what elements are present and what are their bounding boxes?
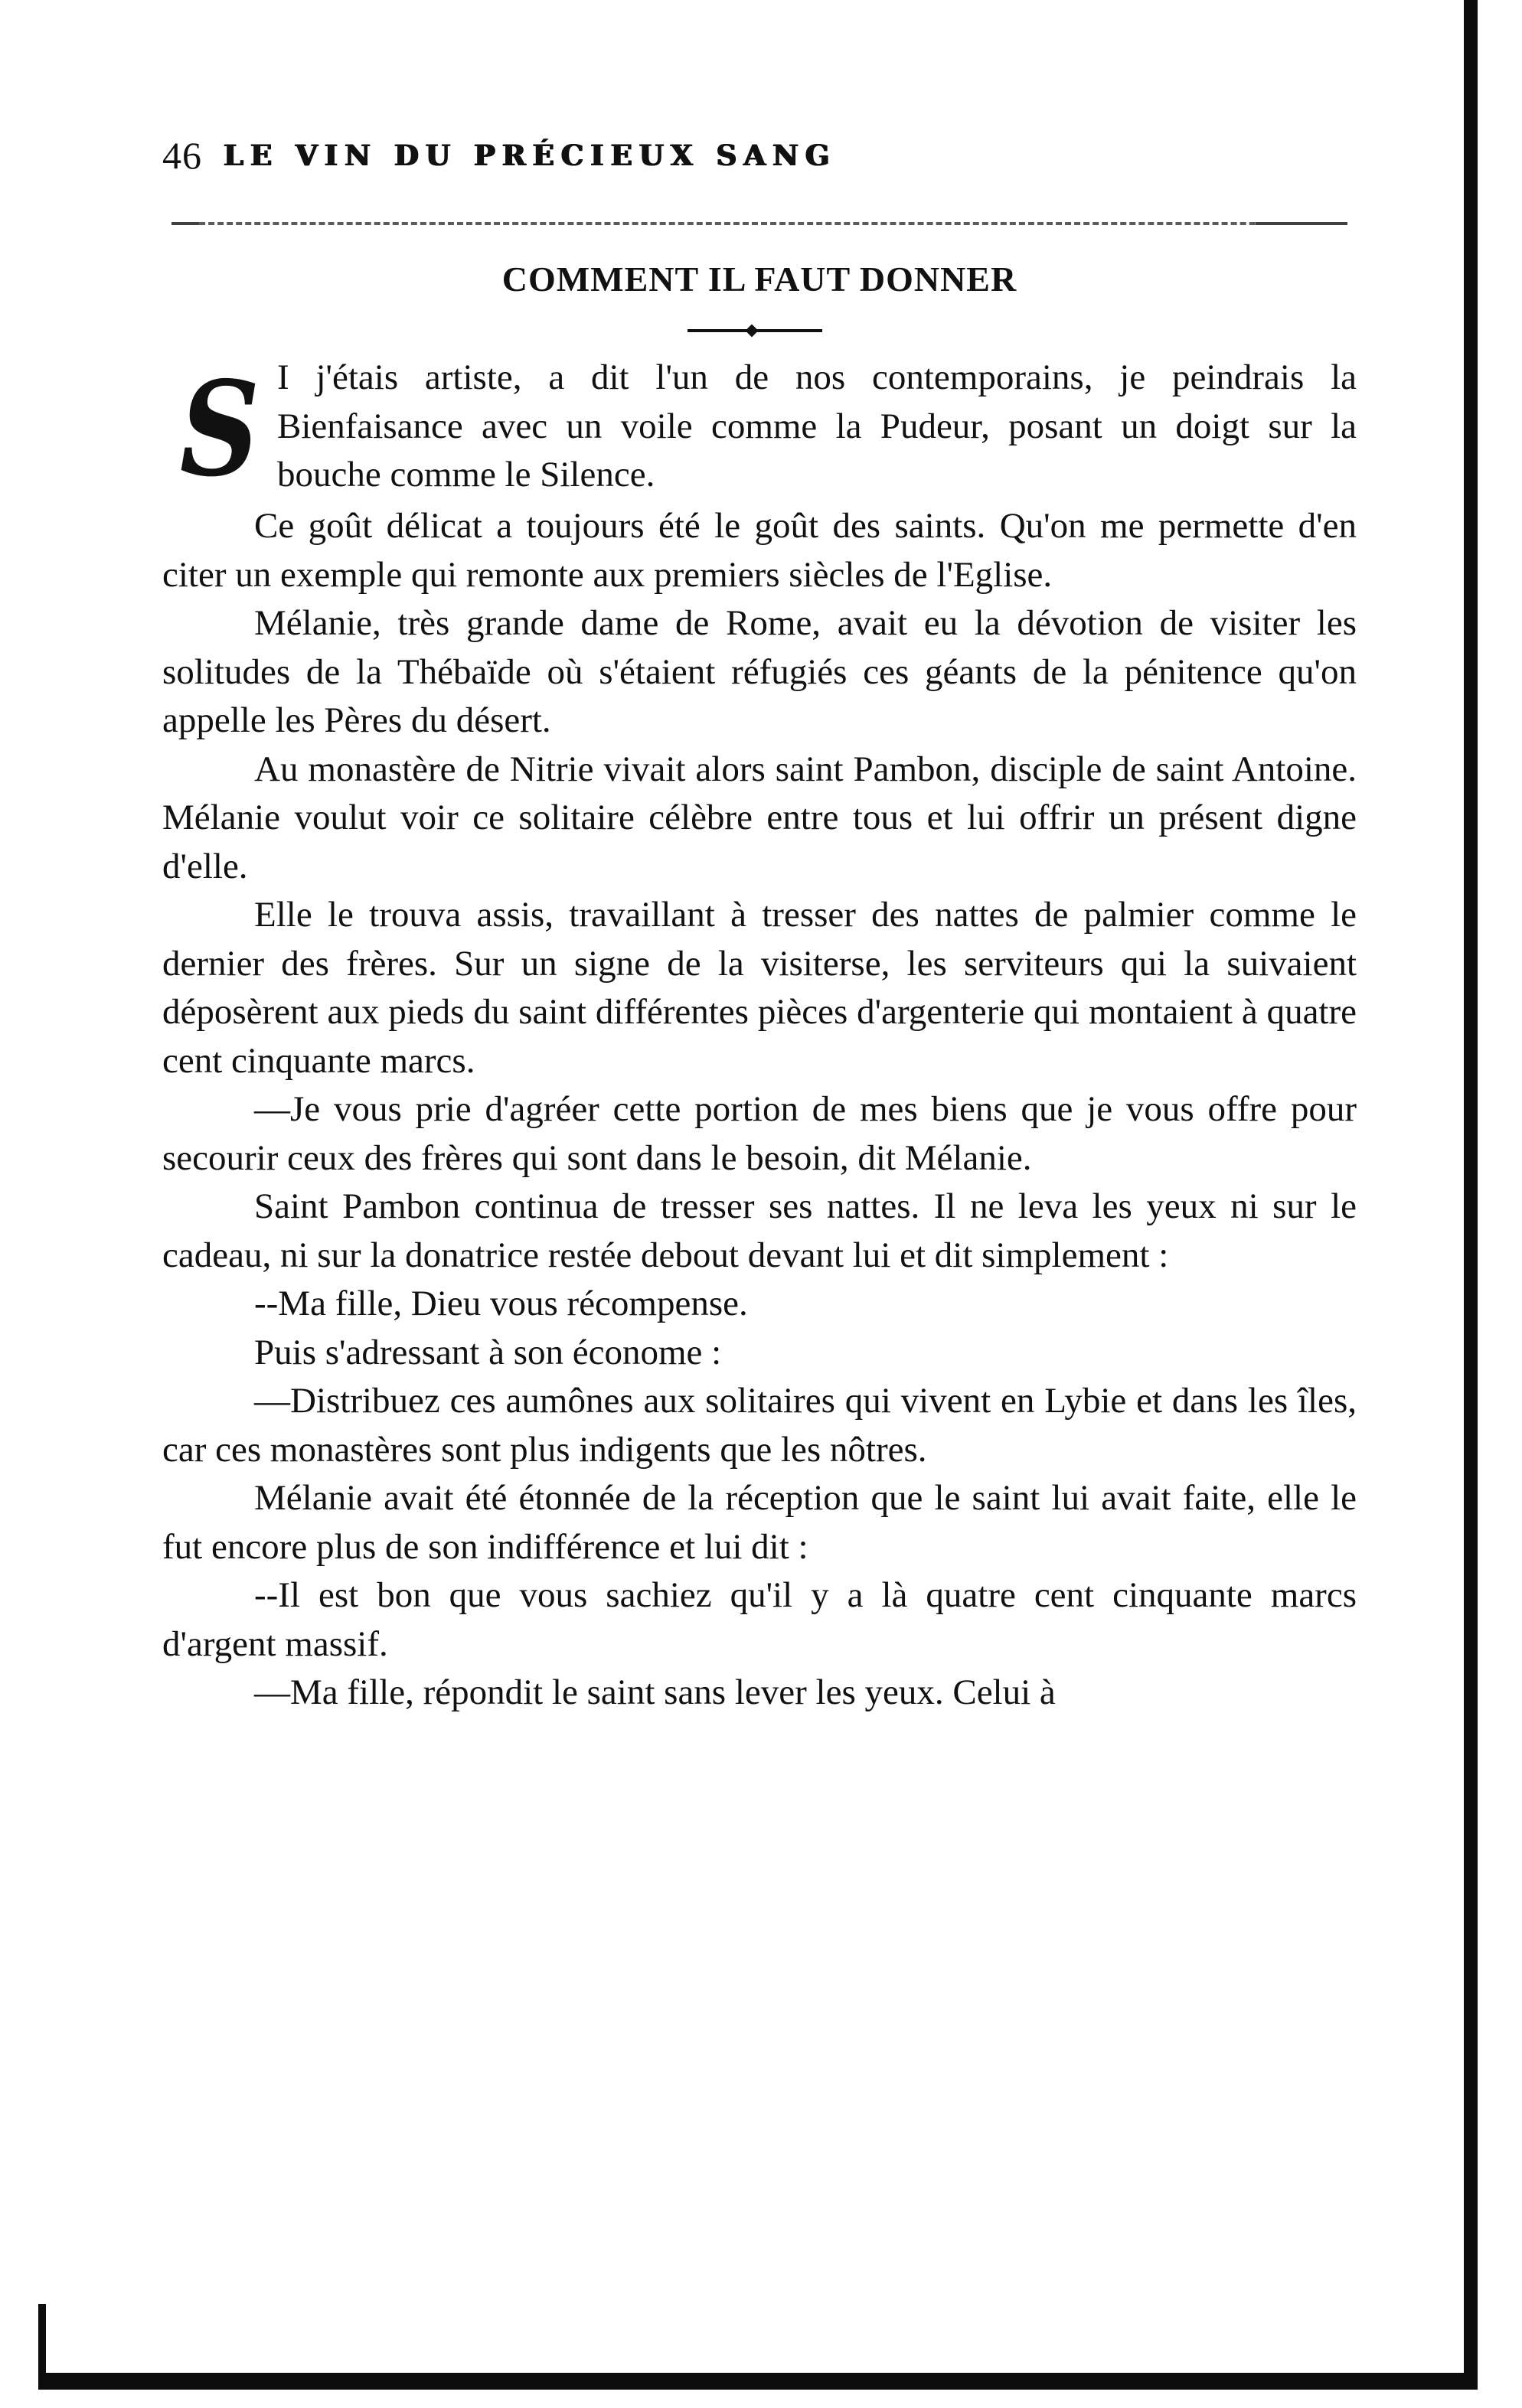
running-head — [162, 129, 1357, 182]
scan-border-right — [1464, 0, 1478, 2387]
scan-border-bottom — [46, 2373, 1478, 2390]
page-number: 46 — [162, 134, 202, 177]
opening-paragraph — [162, 353, 1357, 506]
header-rule — [171, 222, 1347, 228]
body-text — [162, 354, 1357, 1718]
paragraph-12: --Il est bon que vous sachiez qu'il y a là quatre cent cinquante marcs d'argent massif. — [162, 1575, 1357, 1664]
paragraph-4: Au monastère de Nitrie vivait alors saint Pambon, disciple de saint Antoine. Mélanie voulut voir ce solitaire célèbre entre tous et lui offrir un présent digne d'elle. — [162, 749, 1357, 886]
paragraph-1: I j'étais artiste, a dit l'un de nos contemporains, je peindrais la Bienfaisance avec un voile comme la Pudeur, posant un doigt sur la bouche comme le Silence. — [277, 357, 1357, 494]
drop-cap: S — [179, 353, 260, 506]
paragraph-3: Mélanie, très grande dame de Rome, avait eu la dévotion de visiter les solitudes de la Thébaïde où s'étaient réfugiés ces géants de la pénitence qu'on appelle les Pères du désert. — [162, 603, 1357, 740]
paragraph-8: --Ma fille, Dieu vous récompense. — [254, 1284, 748, 1323]
running-title: LE VIN DU PRÉCIEUX SANG — [224, 139, 837, 172]
header-rule-left — [171, 222, 199, 225]
paragraph-7: Saint Pambon continua de tresser ses nattes. Il ne leva les yeux ni sur le cadeau, ni sur la donatrice restée debout devant lui et dit simplement : — [162, 1186, 1357, 1275]
paragraph-6: —Je vous prie d'agréer cette portion de mes biens que je vous offre pour secourir ceux des frères qui sont dans le besoin, dit Mélanie. — [162, 1089, 1357, 1178]
paragraph-9: Puis s'adressant à son économe : — [254, 1332, 722, 1372]
paragraph-13: —Ma fille, répondit le saint sans lever les yeux. Celui à — [254, 1672, 1056, 1712]
header-rule-right — [1256, 222, 1347, 225]
scan-border-left — [38, 2304, 46, 2390]
paragraph-11: Mélanie avait été étonnée de la réception que le saint lui avait faite, elle le fut encore plus de son indifférence et lui dit : — [162, 1478, 1357, 1567]
paragraph-10: —Distribuez ces aumônes aux solitaires qui vivent en Lybie et dans les îles, car ces monastères sont plus indigents que les nôtres. — [162, 1381, 1357, 1470]
paragraph-5: Elle le trouva assis, travaillant à tresser des nattes de palmier comme le dernier des frères. Sur un signe de la visiterse, les serviteurs qui la suivaient déposèrent aux pieds du saint différentes pièces d'argenterie qui montaient à quatre cent cinquante marcs. — [162, 895, 1357, 1081]
paragraph-2: Ce goût délicat a toujours été le goût des saints. Qu'on me permette d'en citer un exemple qui remonte aux premiers siècles de l'Eglise. — [162, 506, 1357, 595]
title-ornament — [688, 329, 822, 332]
chapter-title: COMMENT IL FAUT DONNER — [501, 259, 1017, 299]
